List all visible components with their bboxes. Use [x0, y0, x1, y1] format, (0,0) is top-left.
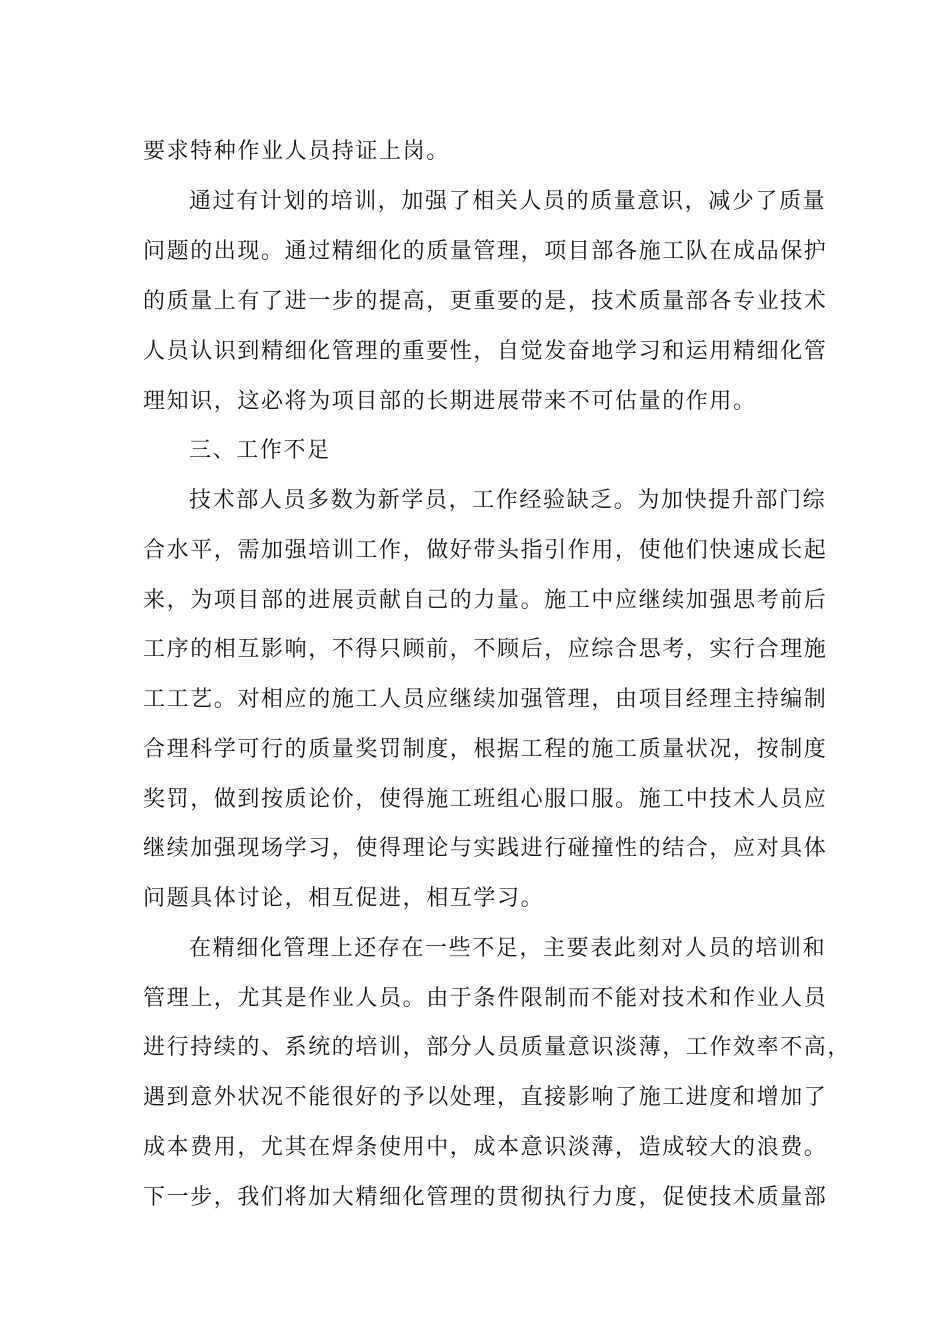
- paragraph-line: 下一步，我们将加大精细化管理的贯彻执行力度，促使技术质量部: [143, 1185, 828, 1210]
- paragraph-line: 合理科学可行的质量奖罚制度，根据工程的施工质量状况，按制度: [143, 737, 828, 762]
- paragraph-line: 合水平，需加强培训工作，做好带头指引作用，使他们快速成长起: [143, 538, 828, 563]
- paragraph-line: 要求特种作业人员持证上岗。: [143, 139, 450, 164]
- section-heading: 三、工作不足: [189, 438, 331, 463]
- paragraph-line: 奖罚，做到按质论价，使得施工班组心服口服。施工中技术人员应: [143, 787, 828, 812]
- paragraph-line: 管理上，尤其是作业人员。由于条件限制而不能对技术和作业人员: [143, 986, 828, 1011]
- paragraph-line: 人员认识到精细化管理的重要性，自觉发奋地学习和运用精细化管: [143, 339, 828, 364]
- paragraph-line: 通过有计划的培训，加强了相关人员的质量意识，减少了质量: [189, 189, 827, 214]
- paragraph-line: 工工艺。对相应的施工人员应继续加强管理，由项目经理主持编制: [143, 687, 828, 712]
- paragraph-line: 工序的相互影响，不得只顾前，不顾后，应综合思考，实行合理施: [143, 637, 828, 662]
- paragraph-line: 问题具体讨论，相互促进，相互学习。: [143, 886, 545, 911]
- paragraph-line: 在精细化管理上还存在一些不足，主要表此刻对人员的培训和: [189, 936, 827, 961]
- paragraph-line: 进行持续的、系统的培训，部分人员质量意识淡薄，工作效率不高，: [143, 1035, 852, 1060]
- paragraph-line: 继续加强现场学习，使得理论与实践进行碰撞性的结合，应对具体: [143, 836, 828, 861]
- paragraph-line: 成本费用，尤其在焊条使用中，成本意识淡薄，造成较大的浪费。: [143, 1135, 828, 1160]
- paragraph-line: 来，为项目部的进展贡献自己的力量。施工中应继续加强思考前后: [143, 588, 828, 613]
- paragraph-line: 理知识，这必将为项目部的长期进展带来不可估量的作用。: [143, 389, 757, 414]
- paragraph-line: 问题的出现。通过精细化的质量管理，项目部各施工队在成品保护: [143, 239, 828, 264]
- paragraph-line: 遇到意外状况不能很好的予以处理，直接影响了施工进度和增加了: [143, 1085, 828, 1110]
- paragraph-line: 的质量上有了进一步的提高，更重要的是，技术质量部各专业技术: [143, 289, 828, 314]
- paragraph-line: 技术部人员多数为新学员，工作经验缺乏。为加快提升部门综: [189, 488, 827, 513]
